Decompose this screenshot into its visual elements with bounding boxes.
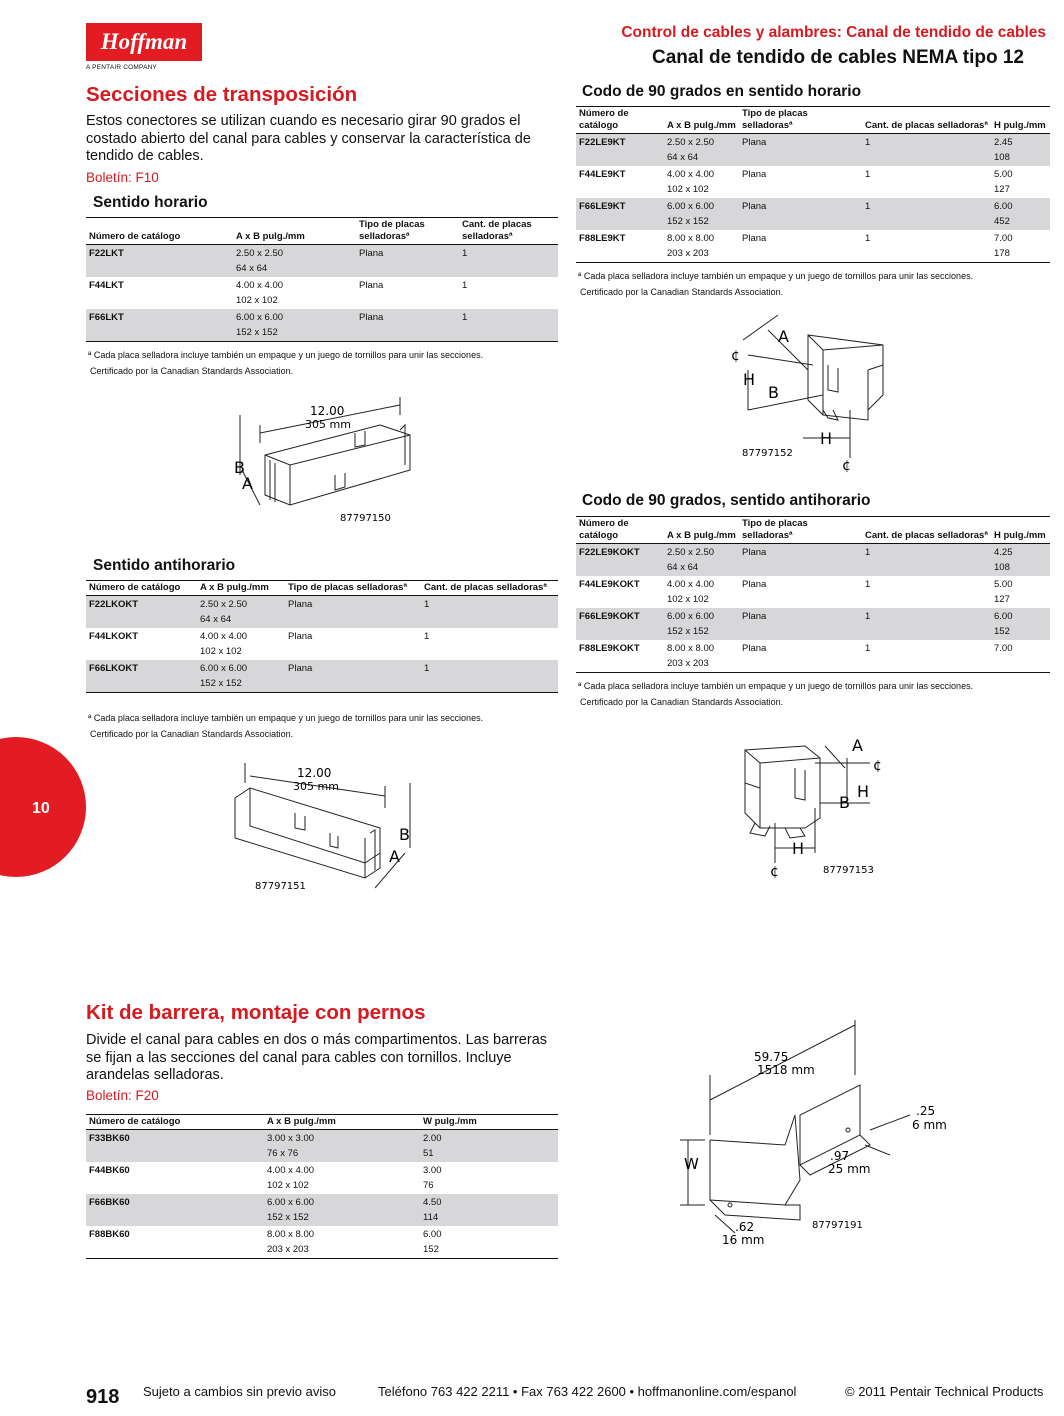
table-row <box>86 245 558 278</box>
plate-type: Plana <box>285 660 421 693</box>
size-cell: 6.00 x 6.00 152 x 152 <box>664 608 739 640</box>
table-row <box>576 544 1050 577</box>
catalog-number: F44LE9KOKT <box>579 579 640 590</box>
clockwise-table <box>86 217 558 342</box>
col-header: H pulg./mm <box>991 107 1050 134</box>
drawing-number: 87797151 <box>255 881 306 892</box>
plate-qty: 1 <box>421 596 558 629</box>
length-label-mm: 1518 mm <box>757 1063 815 1077</box>
size-cell: 2.50 x 2.50 64 x 64 <box>664 134 739 167</box>
dimension-a: A <box>242 474 253 493</box>
table-row <box>576 640 1050 673</box>
col-header: Cant. de placas selladorasª <box>862 107 991 134</box>
catalog-number: F22LKT <box>86 245 233 278</box>
elbow-ccw-heading: Codo de 90 grados, sentido antihorario <box>582 492 871 509</box>
h-cell: 6.00 452 <box>991 198 1050 230</box>
catalog-number: F44LKT <box>89 280 124 291</box>
dimension-b: B <box>234 458 245 477</box>
size-cell: 4.00 x 4.00 102 x 102 <box>267 1165 315 1191</box>
plate-type: Plana <box>742 233 767 244</box>
catalog-number: F44BK60 <box>89 1165 130 1176</box>
transposition-cw-diagram <box>230 395 430 530</box>
drawing-number: 87797150 <box>340 513 391 524</box>
footnote: ª Cada placa selladora incluye también un empaque y un juego de tornillos para unir las secciones. <box>88 350 484 360</box>
catalog-number: F22LE9KT <box>576 134 664 167</box>
table-row <box>86 660 558 693</box>
dimension-h-bottom: H <box>820 429 833 448</box>
col-header: Tipo de placas selladorasª <box>739 107 862 134</box>
catalog-number: F33BK60 <box>86 1130 264 1163</box>
size-cell: 4.00 x 4.00 102 x 102 <box>200 631 248 657</box>
table-row <box>86 1162 558 1194</box>
plate-type: Plana <box>742 643 767 654</box>
plate-qty: 1 <box>459 245 558 278</box>
hoffman-logo: Hoffman <box>86 23 202 61</box>
page-title: Canal de tendido de cables NEMA tipo 12 <box>652 47 1024 68</box>
footer-notice: Sujeto a cambios sin previo aviso <box>143 1384 336 1399</box>
plate-type: Plana <box>742 169 767 180</box>
elbow-cw-table <box>576 106 1050 263</box>
barrier-bulletin: Boletín: F20 <box>86 1088 159 1103</box>
size-cell: 8.00 x 8.00 203 x 203 <box>667 643 715 669</box>
col-header: Número de catálogo <box>576 107 664 134</box>
table-row <box>86 277 558 309</box>
table-row <box>86 309 558 342</box>
flange-label: .97 <box>830 1149 850 1163</box>
col-header: A x B pulg./mm <box>233 218 356 245</box>
counterclockwise-table <box>86 580 558 693</box>
dimension-label-mm: 305 mm <box>293 780 339 793</box>
clockwise-heading: Sentido horario <box>93 194 208 211</box>
h-cell: 6.00 152 <box>991 608 1050 640</box>
chapter-number: 10 <box>32 800 50 817</box>
barrier-description: Divide el canal para cables en dos o más compartimentos. Las barreras se fijan a las secciones del canal para cables con tornillos. Incluye arandelas selladoras. <box>86 1032 548 1083</box>
footnote-csa: Certificado por la Canadian Standards Association. <box>580 697 784 707</box>
col-header: A x B pulg./mm <box>664 107 739 134</box>
catalog-number: F88LE9KT <box>579 233 626 244</box>
plate-type: Plana <box>285 596 421 629</box>
size-cell: 2.50 x 2.50 64 x 64 <box>233 245 356 278</box>
footer-copyright: © 2011 Pentair Technical Products <box>845 1384 1044 1399</box>
footnote-csa: Certificado por la Canadian Standards Association. <box>90 729 294 739</box>
length-label: 59.75 <box>754 1050 789 1064</box>
table-row <box>576 166 1050 198</box>
dimension-b: B <box>399 825 410 844</box>
size-cell: 6.00 x 6.00 152 x 152 <box>264 1194 420 1226</box>
barrier-heading: Kit de barrera, montaje con pernos <box>86 1001 426 1024</box>
w-cell: 4.50 114 <box>420 1194 558 1226</box>
footnote: ª Cada placa selladora incluye también un empaque y un juego de tornillos para unir las secciones. <box>578 681 974 691</box>
drawing-number: 87797191 <box>812 1220 863 1231</box>
dimension-label: 12.00 <box>310 404 345 418</box>
size-cell: 2.50 x 2.50 64 x 64 <box>664 544 739 577</box>
category-title: Control de cables y alambres: Canal de tendido de cables <box>621 24 1046 41</box>
elbow-ccw-diagram <box>735 728 895 880</box>
h-cell: 7.00 178 <box>994 233 1013 259</box>
col-header: Número de catálogo <box>86 581 197 596</box>
dimension-label-mm: 305 mm <box>305 418 351 431</box>
dimension-h: H <box>743 370 756 389</box>
catalog-number: F44LE9KT <box>579 169 626 180</box>
dimension-a: A <box>389 847 400 866</box>
table-row <box>576 608 1050 640</box>
size-cell: 3.00 x 3.00 76 x 76 <box>264 1130 420 1163</box>
dimension-a: A <box>852 736 863 755</box>
barrier-table <box>86 1114 558 1259</box>
table-row <box>576 576 1050 608</box>
catalog-number: F66LKT <box>86 309 233 342</box>
drawing-number: 87797153 <box>823 865 874 876</box>
h-cell: 5.00 127 <box>994 169 1013 195</box>
catalog-number: F66LE9KOKT <box>576 608 664 640</box>
h-cell: 4.25 108 <box>991 544 1050 577</box>
w-cell: 3.00 76 <box>423 1165 442 1191</box>
h-cell: 5.00 127 <box>994 579 1013 605</box>
table-row <box>86 1226 558 1259</box>
h-cell: 2.45 108 <box>991 134 1050 167</box>
barrier-diagram <box>670 1015 960 1250</box>
col-header: A x B pulg./mm <box>197 581 285 596</box>
plate-qty: 1 <box>865 233 871 244</box>
size-cell: 4.00 x 4.00 102 x 102 <box>236 280 284 306</box>
counterclockwise-heading: Sentido antihorario <box>93 557 236 574</box>
dimension-label: 12.00 <box>297 766 332 780</box>
plate-type: Plana <box>356 309 459 342</box>
elbow-ccw-table <box>576 516 1050 673</box>
catalog-number: F22LKOKT <box>86 596 197 629</box>
plate-qty: 1 <box>462 280 468 291</box>
catalog-number: F66LE9KT <box>576 198 664 230</box>
elbow-cw-diagram <box>728 310 898 475</box>
dimension-h-bottom: H <box>792 839 805 858</box>
plate-type: Plana <box>739 198 862 230</box>
h-cell: 7.00 <box>994 643 1013 654</box>
plate-type: Plana <box>739 608 862 640</box>
base-label: .62 <box>735 1220 755 1234</box>
plate-type: Plana <box>739 134 862 167</box>
centerline-symbol: ¢ <box>731 348 740 364</box>
size-cell: 4.00 x 4.00 102 x 102 <box>667 579 715 605</box>
plate-qty: 1 <box>862 608 991 640</box>
dimension-h: H <box>857 782 870 801</box>
col-header: Número de catálogo <box>86 1115 264 1130</box>
size-cell: 6.00 x 6.00 152 x 152 <box>233 309 356 342</box>
col-header: Tipo de placas selladorasª <box>285 581 421 596</box>
plate-qty: 1 <box>424 631 430 642</box>
page-number: 918 <box>86 1386 120 1408</box>
logo-subtitle: A PENTAIR COMPANY <box>86 64 158 71</box>
plate-qty: 1 <box>459 309 558 342</box>
plate-type: Plana <box>742 579 767 590</box>
table-row <box>86 628 558 660</box>
centerline-symbol-bottom: ¢ <box>770 864 779 880</box>
table-row <box>86 1130 558 1163</box>
plate-qty: 1 <box>865 643 871 654</box>
col-header: Número de catálogo <box>576 517 664 544</box>
drawing-number: 87797152 <box>742 448 793 459</box>
plate-qty: 1 <box>865 579 871 590</box>
table-row <box>86 1194 558 1226</box>
col-header: A x B pulg./mm <box>664 517 739 544</box>
centerline-symbol: ¢ <box>873 758 882 774</box>
col-header: Tipo de placas selladorasª <box>356 218 459 245</box>
size-cell: 2.50 x 2.50 64 x 64 <box>197 596 285 629</box>
w-cell: 2.00 51 <box>420 1130 558 1163</box>
table-row <box>86 596 558 629</box>
footnote-csa: Certificado por la Canadian Standards Association. <box>90 366 294 376</box>
plate-qty: 1 <box>862 198 991 230</box>
size-cell: 8.00 x 8.00 203 x 203 <box>267 1229 315 1255</box>
transposition-heading: Secciones de transposición <box>86 83 358 106</box>
plate-qty: 1 <box>421 660 558 693</box>
size-cell: 4.00 x 4.00 102 x 102 <box>667 169 715 195</box>
base-label-mm: 16 mm <box>722 1233 765 1247</box>
transposition-ccw-diagram <box>225 758 425 898</box>
plate-qty: 1 <box>862 544 991 577</box>
dimension-w: W <box>684 1155 699 1173</box>
col-header: Cant. de placas selladorasª <box>862 517 991 544</box>
transposition-description: Estos conectores se utilizan cuando es necesario girar 90 grados el costado abierto del canal para cables y conservar la característica de tendido de cables. <box>86 113 531 164</box>
catalog-number: F22LE9KOKT <box>576 544 664 577</box>
catalog-number: F66BK60 <box>86 1194 264 1226</box>
dimension-b: B <box>768 383 779 402</box>
dimension-b: B <box>839 793 850 812</box>
table-row <box>576 198 1050 230</box>
table-row <box>576 134 1050 167</box>
dimension-a: A <box>778 327 789 346</box>
size-cell: 8.00 x 8.00 203 x 203 <box>667 233 715 259</box>
col-header: A x B pulg./mm <box>264 1115 420 1130</box>
footnote-csa: Certificado por la Canadian Standards Association. <box>580 287 784 297</box>
footnote: ª Cada placa selladora incluye también un empaque y un juego de tornillos para unir las secciones. <box>578 271 974 281</box>
catalog-number: F88BK60 <box>89 1229 130 1240</box>
size-cell: 6.00 x 6.00 152 x 152 <box>664 198 739 230</box>
thickness-label: .25 <box>916 1104 936 1118</box>
plate-qty: 1 <box>862 134 991 167</box>
footer-contact: Teléfono 763 422 2211 • Fax 763 422 2600 • hoffmanonline.com/espanol <box>378 1384 797 1399</box>
col-header: W pulg./mm <box>420 1115 558 1130</box>
col-header: H pulg./mm <box>991 517 1050 544</box>
w-cell: 6.00 152 <box>423 1229 442 1255</box>
table-row <box>576 230 1050 263</box>
size-cell: 6.00 x 6.00 152 x 152 <box>197 660 285 693</box>
plate-type: Plana <box>359 280 384 291</box>
catalog-number: F44LKOKT <box>89 631 139 642</box>
elbow-cw-heading: Codo de 90 grados en sentido horario <box>582 83 862 100</box>
plate-type: Plana <box>739 544 862 577</box>
plate-type: Plana <box>356 245 459 278</box>
transposition-bulletin: Boletín: F10 <box>86 170 159 185</box>
col-header: Número de catálogo <box>86 218 233 245</box>
plate-type: Plana <box>288 631 313 642</box>
plate-qty: 1 <box>865 169 871 180</box>
col-header: Tipo de placas selladorasª <box>739 517 862 544</box>
footnote: ª Cada placa selladora incluye también un empaque y un juego de tornillos para unir las secciones. <box>88 713 484 723</box>
flange-label-mm: 25 mm <box>828 1162 871 1176</box>
catalog-number: F66LKOKT <box>86 660 197 693</box>
thickness-label-mm: 6 mm <box>912 1118 947 1132</box>
col-header: Cant. de placas selladorasª <box>459 218 558 245</box>
centerline-symbol-bottom: ¢ <box>842 458 851 474</box>
col-header: Cant. de placas selladorasª <box>421 581 558 596</box>
catalog-number: F88LE9KOKT <box>579 643 640 654</box>
